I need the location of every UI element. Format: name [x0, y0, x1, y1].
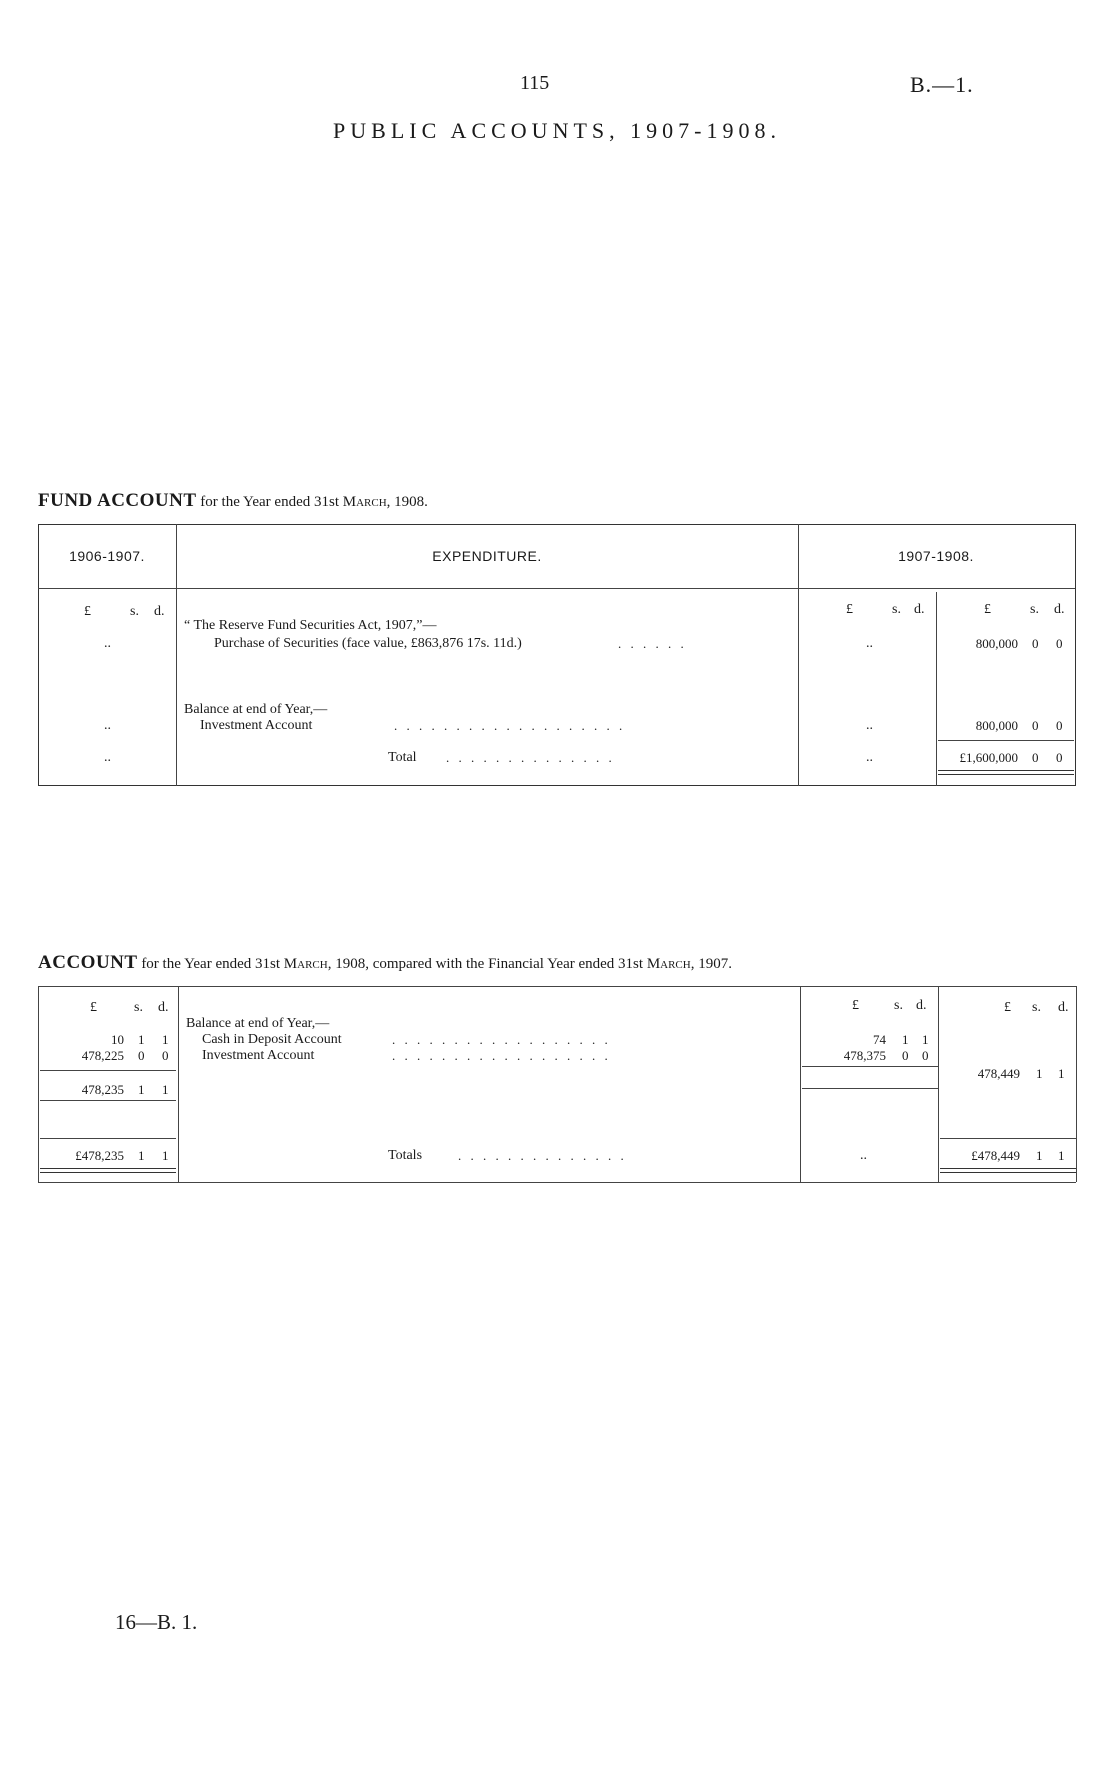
- comparison-row-2-dots: . . . . . . . . . . . . . . . . . .: [392, 1048, 611, 1063]
- comparison-row-2-sub-amount: 478,375: [843, 1048, 886, 1063]
- comparison-row-2-sub-d: 0: [922, 1048, 929, 1063]
- comparison-row-2-prior-amount: 478,225: [81, 1048, 124, 1063]
- comparison-sub-unit-s: s.: [894, 998, 903, 1013]
- comparison-row-1-dots: . . . . . . . . . . . . . . . . . .: [392, 1032, 611, 1047]
- fund-col-1907-header: 1907-1908.: [898, 548, 974, 564]
- comparison-cur-unit-d: d.: [1058, 1000, 1069, 1015]
- fund-row-1-prior: ..: [104, 636, 111, 651]
- fund-account-heading: [38, 490, 428, 512]
- comparison-sub-unit-pound: £: [852, 998, 859, 1013]
- fund-row-1-dots: . . . . . .: [618, 636, 687, 651]
- fund-total-double-rule: [938, 770, 1074, 775]
- comparison-bottom-rule: [38, 1182, 1076, 1183]
- comparison-col-divider-3: [938, 986, 939, 1182]
- comparison-heading-post: , 1907.: [690, 956, 732, 972]
- comparison-heading-bold: ACCOUNT: [38, 952, 138, 973]
- comparison-totals-prior-d: 1: [162, 1148, 169, 1163]
- fund-row-2-d: 0: [1056, 718, 1063, 733]
- comparison-totals-prior-s: 1: [138, 1148, 145, 1163]
- comparison-row-1-prior-d: 1: [162, 1032, 169, 1047]
- fund-account-heading-month: March: [342, 494, 387, 510]
- comparison-prior-totals-double-rule: [40, 1168, 176, 1173]
- fund-total-s: 0: [1032, 750, 1039, 765]
- comparison-col-divider-2: [800, 986, 801, 1182]
- fund-account-heading-pre: for the Year ended 31st: [200, 494, 340, 510]
- fund-total-d: 0: [1056, 750, 1063, 765]
- fund-col-expenditure-header: EXPENDITURE.: [432, 548, 542, 564]
- fund-row-1-d: 0: [1056, 636, 1063, 651]
- fund-prior-unit-s: s.: [130, 604, 139, 619]
- comparison-prior-subtotal-rule-2: [40, 1100, 176, 1101]
- document-reference: B.—1.: [910, 72, 974, 97]
- comparison-current-subtotal-s: 1: [1036, 1066, 1043, 1081]
- comparison-prior-unit-pound: £: [90, 1000, 97, 1015]
- fund-total-dots: . . . . . . . . . . . . . .: [446, 750, 615, 765]
- comparison-totals-d: 1: [1058, 1148, 1065, 1163]
- comparison-balance-label: Balance at end of Year,—: [186, 1016, 330, 1031]
- fund-row-1-s: 0: [1032, 636, 1039, 651]
- comparison-sub-rule: [802, 1066, 938, 1067]
- comparison-prior-totals-rule: [40, 1138, 176, 1139]
- comparison-right-border: [1076, 986, 1077, 1182]
- fund-account-heading-post: , 1908.: [386, 494, 428, 510]
- comparison-row-1-sub-s: 1: [902, 1032, 909, 1047]
- comparison-row-2-prior-d: 0: [162, 1048, 169, 1063]
- comparison-heading-mid: , 1908, compared with the Financial Year ended 31st: [327, 956, 644, 972]
- comparison-prior-subtotal-d: 1: [162, 1082, 169, 1097]
- fund-sub-unit-d: d.: [914, 602, 925, 617]
- comparison-prior-unit-d: d.: [158, 1000, 169, 1015]
- fund-cur-unit-s: s.: [1030, 602, 1039, 617]
- comparison-sub-unit-d: d.: [916, 998, 927, 1013]
- comparison-row-1-prior-s: 1: [138, 1032, 145, 1047]
- comparison-sub-rule-2: [802, 1088, 938, 1089]
- fund-prior-unit-d: d.: [154, 604, 165, 619]
- fund-col-1906-header: 1906-1907.: [69, 548, 145, 564]
- comparison-heading-pre: for the Year ended 31st: [141, 956, 281, 972]
- fund-sub-unit-s: s.: [892, 602, 901, 617]
- comparison-row-1-prior-amount: 10: [111, 1032, 124, 1047]
- fund-total-amount: £1,600,000: [959, 750, 1018, 765]
- comparison-prior-subtotal-rule: [40, 1070, 176, 1071]
- fund-row-1-sub: ..: [866, 636, 873, 651]
- comparison-row-2-prior-s: 0: [138, 1048, 145, 1063]
- comparison-totals-amount: £478,449: [971, 1148, 1020, 1163]
- comparison-prior-subtotal-s: 1: [138, 1082, 145, 1097]
- comparison-row-1-sub-d: 1: [922, 1032, 929, 1047]
- page-title: PUBLIC ACCOUNTS, 1907-1908.: [333, 118, 781, 143]
- comparison-heading-month1: March: [283, 956, 328, 972]
- fund-total-rule: [938, 740, 1074, 741]
- fund-prior-unit-pound: £: [84, 604, 91, 619]
- page-signature: 16—B. 1.: [115, 1610, 198, 1634]
- comparison-cur-unit-pound: £: [1004, 1000, 1011, 1015]
- fund-row-2-line1: Balance at end of Year,—: [184, 702, 328, 717]
- comparison-current-totals-double-rule: [940, 1168, 1076, 1173]
- comparison-row-1-sub-amount: 74: [873, 1032, 886, 1047]
- fund-cur-unit-d: d.: [1054, 602, 1065, 617]
- comparison-account-heading: [38, 952, 732, 974]
- fund-row-2-amount: 800,000: [975, 718, 1018, 733]
- comparison-prior-subtotal-amount: 478,235: [81, 1082, 124, 1097]
- fund-row-1-line1: “ The Reserve Fund Securities Act, 1907,”—: [184, 618, 437, 633]
- fund-header-rule: [38, 588, 1075, 589]
- comparison-cur-unit-s: s.: [1032, 1000, 1041, 1015]
- fund-total-label: Total: [388, 750, 417, 765]
- fund-row-2-prior: ..: [104, 718, 111, 733]
- comparison-row-1-label: Cash in Deposit Account: [202, 1032, 342, 1047]
- comparison-current-totals-rule: [940, 1138, 1076, 1139]
- comparison-current-subtotal-amount: 478,449: [977, 1066, 1020, 1081]
- comparison-left-border: [38, 986, 39, 1182]
- comparison-col-divider-1: [178, 986, 179, 1182]
- fund-total-prior: ..: [104, 750, 111, 765]
- fund-account-heading-bold: FUND ACCOUNT: [38, 490, 197, 511]
- comparison-totals-s: 1: [1036, 1148, 1043, 1163]
- comparison-current-subtotal-d: 1: [1058, 1066, 1065, 1081]
- fund-row-1-line2: Purchase of Securities (face value, £863,876 17s. 11d.): [214, 636, 522, 651]
- comparison-heading-month2: March: [646, 956, 691, 972]
- fund-row-2-sub: ..: [866, 718, 873, 733]
- comparison-prior-unit-s: s.: [134, 1000, 143, 1015]
- fund-cur-unit-pound: £: [984, 602, 991, 617]
- comparison-row-2-label: Investment Account: [202, 1048, 315, 1063]
- fund-row-2-dots: . . . . . . . . . . . . . . . . . . .: [394, 718, 626, 733]
- page-number: 115: [520, 72, 550, 94]
- comparison-totals-prior-amount: £478,235: [75, 1148, 124, 1163]
- comparison-row-2-sub-s: 0: [902, 1048, 909, 1063]
- comparison-top-rule: [38, 986, 1076, 987]
- fund-row-2-line2: Investment Account: [200, 718, 313, 733]
- comparison-totals-sub: ..: [860, 1148, 867, 1163]
- comparison-totals-label: Totals: [388, 1148, 423, 1163]
- fund-sub-unit-pound: £: [846, 602, 853, 617]
- comparison-totals-dots: . . . . . . . . . . . . . .: [458, 1148, 627, 1163]
- fund-row-2-s: 0: [1032, 718, 1039, 733]
- fund-total-sub: ..: [866, 750, 873, 765]
- fund-row-1-amount: 800,000: [975, 636, 1018, 651]
